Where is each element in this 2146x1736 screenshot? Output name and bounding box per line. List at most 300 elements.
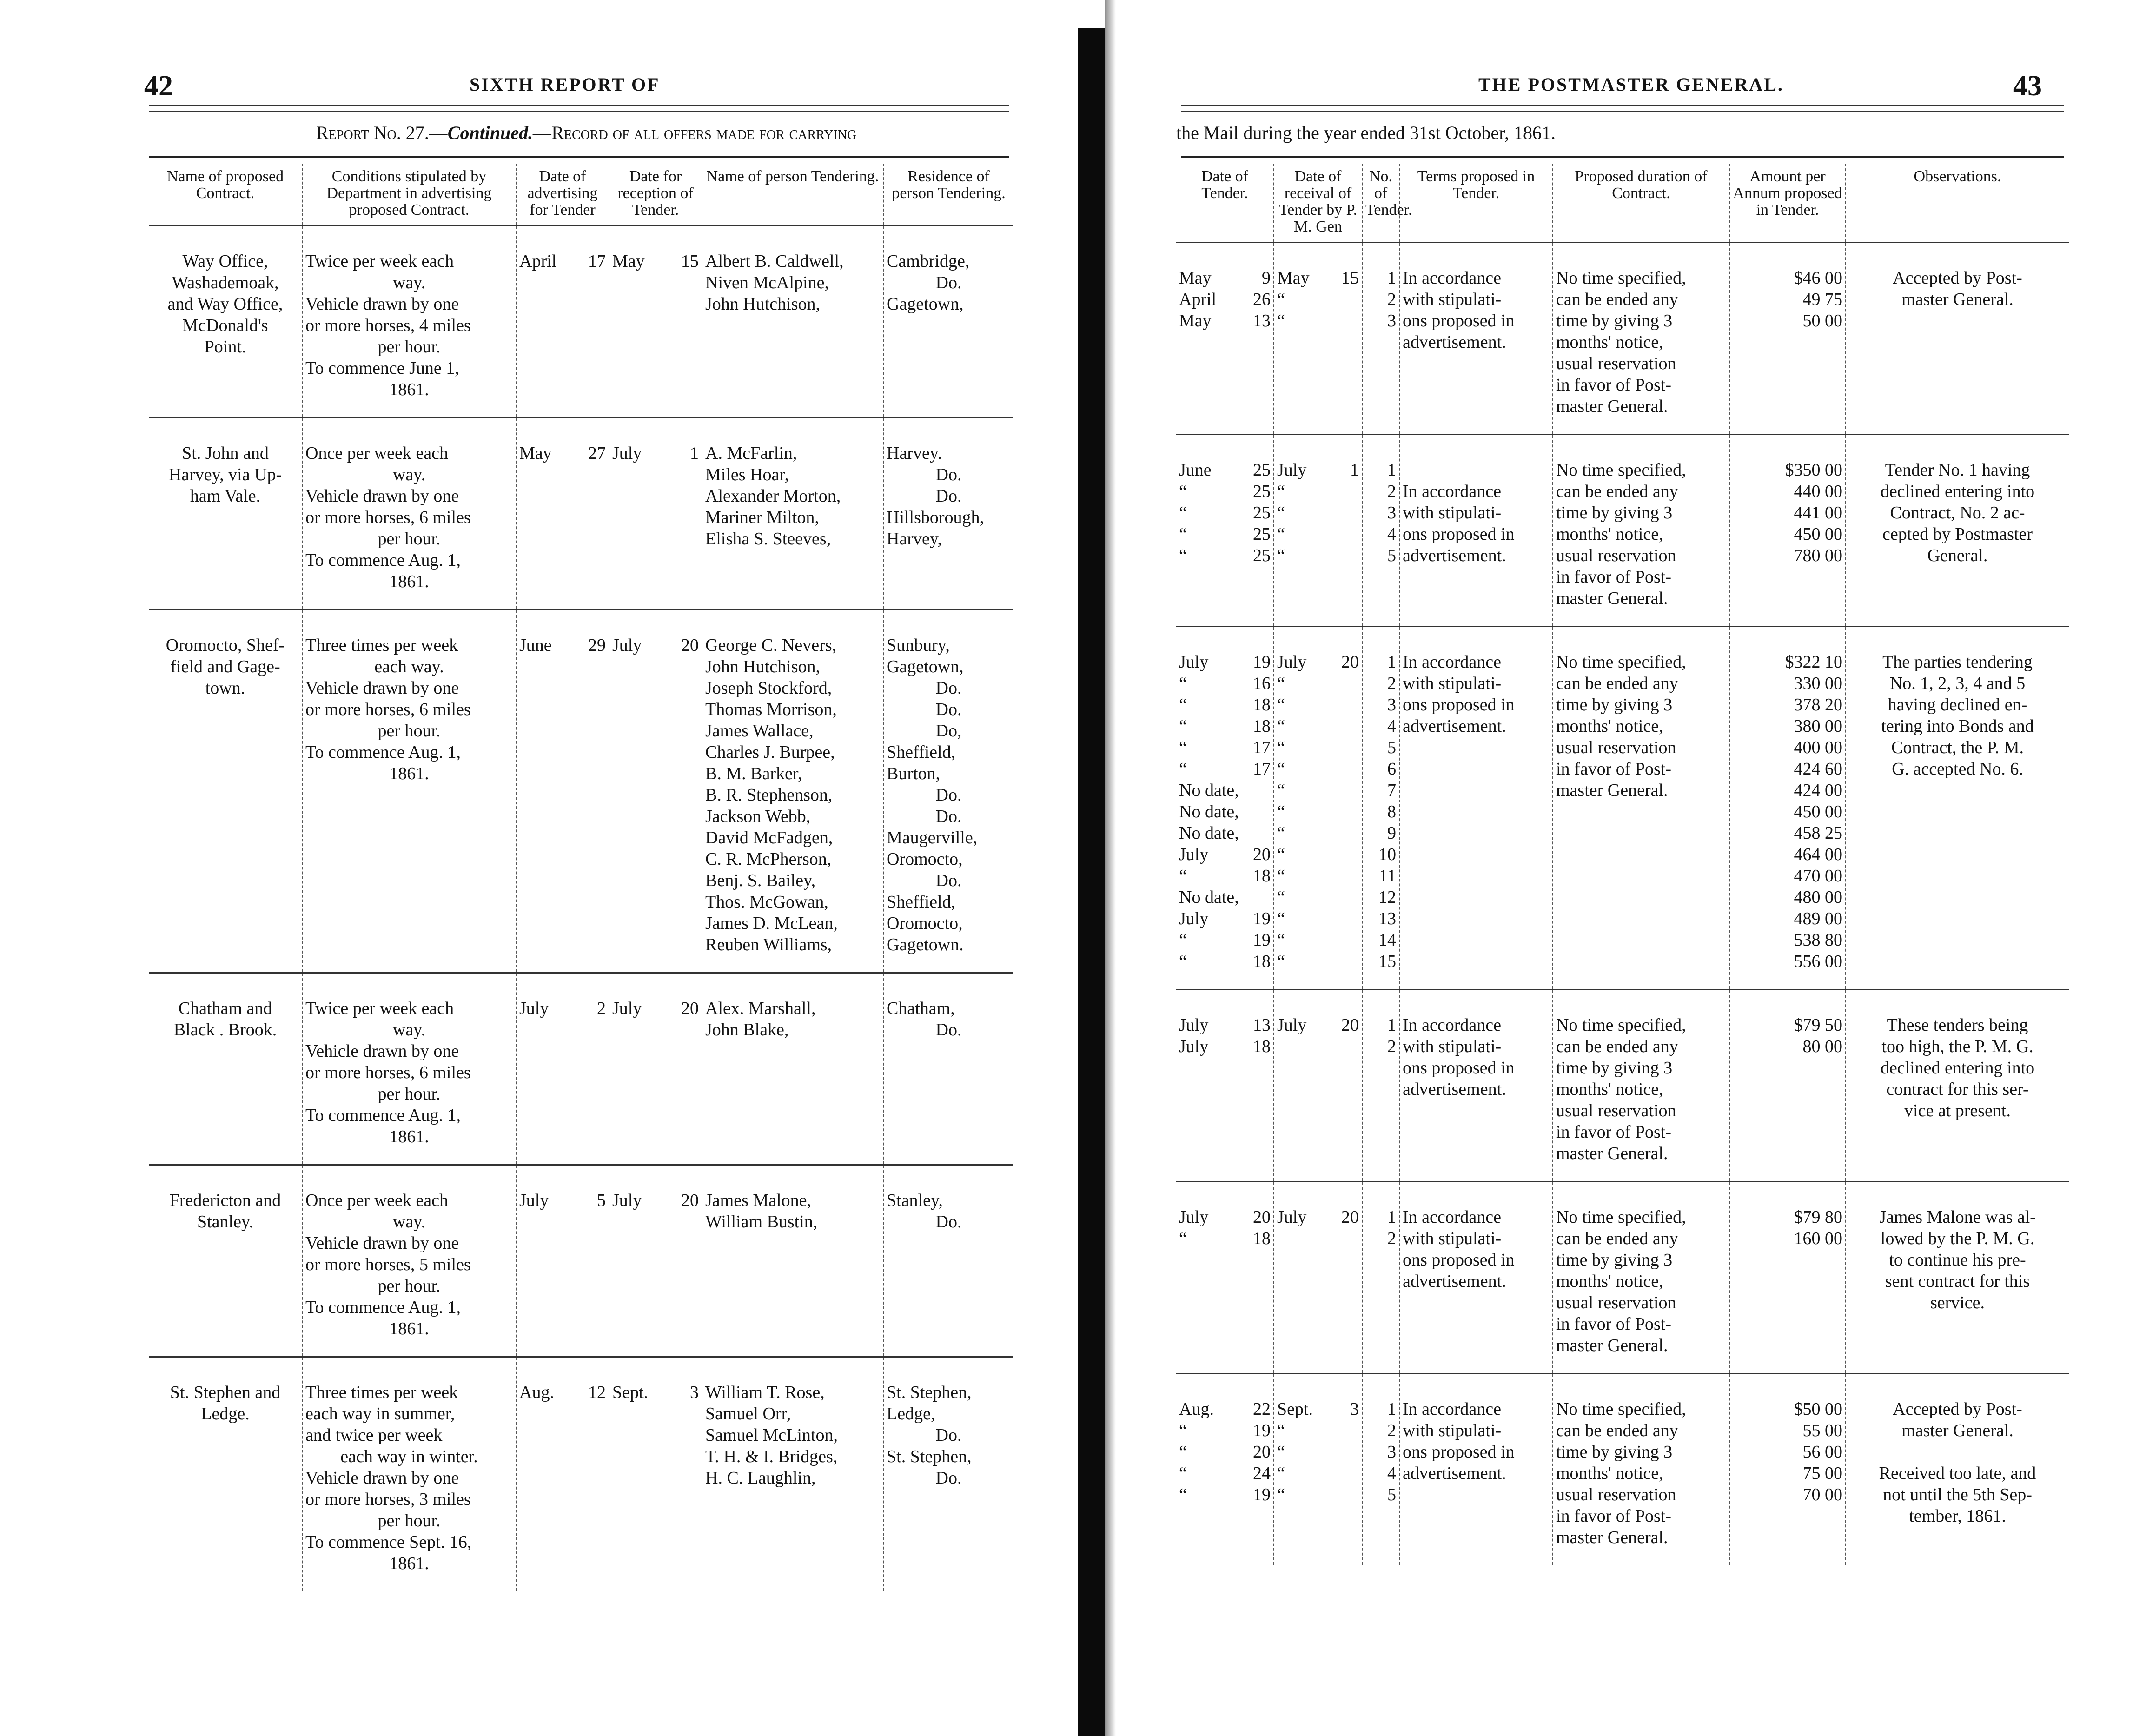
residence: Chatham, [887, 999, 955, 1018]
terms [1399, 1182, 1553, 1374]
tenderer-name: C. R. McPherson, [705, 849, 832, 869]
table-row [1176, 627, 2069, 990]
received-date-day: 20 [1341, 1207, 1359, 1227]
amount: 75 00 [1802, 1464, 1842, 1483]
tenderer-name: Albert B. Caldwell, [705, 252, 844, 271]
rec-date-day: 20 [681, 636, 699, 655]
tender-date-month: July [1179, 652, 1209, 672]
received-date-day: 20 [1341, 652, 1359, 672]
contract-name [149, 226, 302, 418]
amount: 378 20 [1794, 695, 1842, 715]
rec-date [612, 998, 699, 1019]
amount: $79 50 [1794, 1015, 1842, 1035]
header-residence: Residence of person Tendering. [883, 164, 1013, 226]
amount: 424 60 [1794, 759, 1842, 779]
rec-date-month: July [612, 999, 642, 1018]
observation-line: Accepted by Post- [1893, 1399, 2022, 1419]
amount: $350 00 [1785, 460, 1842, 480]
received-date [1277, 651, 1359, 673]
duration-line: in favor of Post- [1556, 1314, 1672, 1334]
received-date [1277, 1206, 1359, 1228]
observation-line: Accepted by Post- [1893, 268, 2022, 288]
adv-date [519, 443, 606, 464]
tender-date [1179, 951, 1271, 972]
tender-date-month: “ [1179, 866, 1187, 886]
residence: Do. [935, 1425, 962, 1445]
duration-line: usual reservation [1556, 546, 1676, 565]
tender-date [1179, 929, 1271, 951]
received-date-month: “ [1277, 674, 1285, 693]
tender-date [1179, 887, 1271, 908]
tender-number: 1 [1387, 1207, 1396, 1227]
amount: $50 00 [1794, 1399, 1842, 1419]
amount: 780 00 [1794, 546, 1842, 565]
duration-line: usual reservation [1556, 738, 1676, 757]
received-date [1277, 887, 1359, 908]
tender-date-day: 20 [1253, 1207, 1271, 1227]
tender-date-month: “ [1179, 1485, 1187, 1504]
observation-line: tering into Bonds and [1881, 716, 2034, 736]
terms-line: In accordance [1403, 482, 1502, 501]
adv-date-day: 29 [588, 636, 606, 655]
adv-date-month: April [519, 252, 557, 271]
duration-line: in favor of Post- [1556, 567, 1672, 587]
received-date-month: “ [1277, 290, 1285, 309]
terms-line: ons proposed in [1403, 1442, 1515, 1462]
received-date [1277, 758, 1359, 780]
amount: 450 00 [1794, 802, 1842, 822]
terms-line: ons proposed in [1403, 311, 1515, 331]
duration-line: can be ended any [1556, 1037, 1678, 1056]
caption-continued: —Continued.— [429, 122, 552, 143]
tender-names [702, 610, 883, 973]
received-date [1277, 908, 1359, 929]
duration-line: can be ended any [1556, 674, 1678, 693]
tender-number: 12 [1378, 888, 1396, 907]
contract-line: Oromocto, Shef- [166, 636, 285, 655]
tender-names [702, 226, 883, 418]
tender-date-day: 20 [1253, 1442, 1271, 1462]
duration-line: can be ended any [1556, 1421, 1678, 1440]
tender-date [1179, 780, 1271, 801]
rec-date-day: 20 [681, 999, 699, 1018]
amount: 160 00 [1794, 1229, 1842, 1248]
tender-number: 5 [1387, 738, 1396, 757]
received-date-day: 3 [1350, 1399, 1359, 1419]
advertising-date [516, 1165, 609, 1357]
tender-number: 2 [1387, 290, 1396, 309]
duration-line: master General. [1556, 1528, 1668, 1547]
terms-line: advertisement. [1403, 546, 1506, 565]
duration-line: months' notice, [1556, 332, 1663, 352]
tender-date-month: “ [1179, 503, 1187, 523]
duration [1553, 435, 1729, 627]
contract-line: Fredericton and [169, 1191, 281, 1210]
received-date [1277, 523, 1359, 545]
header-duration: Proposed duration of Contract. [1553, 164, 1729, 243]
received-date [1277, 1398, 1359, 1420]
tender-date-month: No date, [1179, 802, 1239, 822]
contract-line: Washademoak, [172, 273, 279, 292]
tender-date-month: June [1179, 460, 1212, 480]
tender-number: 3 [1387, 503, 1396, 523]
tender-numbers [1362, 627, 1399, 990]
observation-line: sent contract for this [1885, 1272, 2030, 1291]
tender-date-month: “ [1179, 738, 1187, 757]
residence: Burton, [887, 764, 941, 783]
tenderer-name: Miles Hoar, [705, 465, 789, 484]
table-row [1176, 990, 2069, 1182]
residence: Do, [935, 721, 962, 741]
contract-line: St. Stephen and [170, 1383, 281, 1402]
duration-line: in favor of Post- [1556, 1506, 1672, 1526]
right-folio: 43 [2013, 70, 2042, 102]
received-date-month: “ [1277, 695, 1285, 715]
observations [1846, 243, 2069, 435]
received-date [1277, 1484, 1359, 1505]
contract-name [149, 1165, 302, 1357]
header-adv-date: Date of advertising for Tender [516, 164, 609, 226]
residences [883, 418, 1013, 610]
terms-line: advertisement. [1403, 1272, 1506, 1291]
tender-date-month: May [1179, 268, 1212, 288]
tender-date-day: 22 [1253, 1399, 1271, 1419]
observation-line: G. accepted No. 6. [1892, 759, 2023, 779]
terms-line: ons proposed in [1403, 1250, 1515, 1270]
received-date-month: “ [1277, 930, 1285, 950]
amount: 56 00 [1802, 1442, 1842, 1462]
duration-line: No time specified, [1556, 1207, 1686, 1227]
adv-date-day: 2 [597, 999, 606, 1018]
tender-number: 8 [1387, 802, 1396, 822]
tender-date-month: “ [1179, 716, 1187, 736]
duration-line: months' notice, [1556, 1464, 1663, 1483]
condition-line: To commence June 1, [305, 358, 459, 378]
received-date [1277, 780, 1359, 801]
received-date-month: “ [1277, 888, 1285, 907]
advertising-date [516, 1357, 609, 1591]
received-date [1277, 459, 1359, 481]
tender-date-day: 17 [1253, 738, 1271, 757]
residence: Do. [935, 1212, 962, 1232]
contract-name [149, 610, 302, 973]
received-date [1277, 929, 1359, 951]
duration-line: master General. [1556, 781, 1668, 800]
condition-line: per hour. [378, 1084, 441, 1104]
contract-name [149, 418, 302, 610]
advertising-date [516, 610, 609, 973]
observation-line: too high, the P. M. G. [1881, 1037, 2033, 1056]
received-date-month: “ [1277, 1485, 1285, 1504]
tender-date-month: “ [1179, 1442, 1187, 1462]
tender-date [1179, 267, 1271, 289]
terms-line: In accordance [1403, 268, 1502, 288]
reception-date [609, 1357, 702, 1591]
left-record-table [149, 164, 1013, 1591]
residence: Do. [935, 871, 962, 890]
tenderer-name: A. McFarlin, [705, 444, 797, 463]
received-date-month: “ [1277, 738, 1285, 757]
tender-number: 5 [1387, 546, 1396, 565]
observation-line: General. [1927, 546, 1988, 565]
contract-line: Chatham and [178, 999, 272, 1018]
tender-number: 15 [1378, 952, 1396, 971]
tender-date-day: 18 [1253, 866, 1271, 886]
amounts [1729, 627, 1846, 990]
tender-date [1179, 716, 1271, 737]
amounts [1729, 435, 1846, 627]
left-header-row [149, 164, 1013, 226]
tender-date [1179, 481, 1271, 502]
tenderer-name: Charles J. Burpee, [705, 742, 835, 762]
tenderer-name: Samuel Orr, [705, 1404, 791, 1424]
duration-line: can be ended any [1556, 1229, 1678, 1248]
tender-number: 4 [1387, 1464, 1396, 1483]
right-caption: the Mail during the year ended 31st October, 1861. [1176, 122, 1556, 143]
tender-dates [1176, 627, 1274, 990]
condition-line: or more horses, 4 miles [305, 316, 471, 335]
duration-line: in favor of Post- [1556, 1122, 1672, 1142]
tender-date [1179, 651, 1271, 673]
terms-line: ons proposed in [1403, 524, 1515, 544]
received-date [1277, 951, 1359, 972]
header-observations: Observations. [1846, 164, 2069, 243]
tender-date [1179, 523, 1271, 545]
adv-date-day: 17 [588, 252, 606, 271]
observation-line: having declined en- [1888, 695, 2027, 715]
tender-names [702, 1165, 883, 1357]
residence: Harvey, [887, 529, 942, 549]
observations [1846, 435, 2069, 627]
duration-line: time by giving 3 [1556, 1442, 1673, 1462]
tenderer-name: James Malone, [705, 1191, 811, 1210]
duration-line: No time specified, [1556, 1015, 1686, 1035]
received-date-month: Sept. [1277, 1399, 1313, 1419]
residence: Stanley, [887, 1191, 943, 1210]
amount: $79 80 [1794, 1207, 1842, 1227]
book-gutter [1078, 28, 1105, 1736]
condition-line: To commence Aug. 1, [305, 1298, 461, 1317]
amount: 441 00 [1794, 503, 1842, 523]
reception-date [609, 610, 702, 973]
tender-date-month: No date, [1179, 781, 1239, 800]
amounts [1729, 1182, 1846, 1374]
received-date-month: “ [1277, 503, 1285, 523]
adv-date-month: June [519, 636, 552, 655]
amount: 458 25 [1794, 823, 1842, 843]
residence: Do. [935, 1020, 962, 1040]
amount: 489 00 [1794, 909, 1842, 928]
observation-line: master General. [1901, 1421, 2014, 1440]
observation-line: declined entering into [1880, 482, 2035, 501]
tender-date [1179, 865, 1271, 887]
rec-date-day: 1 [690, 444, 699, 463]
tender-date [1179, 1228, 1271, 1249]
observation-line: service. [1930, 1293, 1985, 1312]
amount: 55 00 [1802, 1421, 1842, 1440]
observations [1846, 1374, 2069, 1565]
tender-date [1179, 502, 1271, 523]
contract-line: McDonald's [182, 316, 268, 335]
received-date-month: May [1277, 268, 1310, 288]
tender-date-day: 19 [1253, 1421, 1271, 1440]
reception-date [609, 973, 702, 1165]
conditions [302, 1357, 516, 1591]
residence: St. Stephen, [887, 1383, 972, 1402]
rule [149, 156, 1009, 158]
tender-numbers [1362, 243, 1399, 435]
tender-number: 10 [1378, 845, 1396, 864]
residence: Sunbury, [887, 636, 950, 655]
residences [883, 973, 1013, 1165]
amount: 440 00 [1794, 482, 1842, 501]
tender-dates [1176, 435, 1274, 627]
table-row [1176, 1182, 2069, 1374]
condition-line: Three times per week [305, 1383, 458, 1402]
tender-date-month: May [1179, 311, 1212, 331]
duration-line: master General. [1556, 397, 1668, 416]
received-date [1277, 673, 1359, 694]
duration-line: months' notice, [1556, 716, 1663, 736]
tender-number: 5 [1387, 1485, 1396, 1504]
condition-line: Vehicle drawn by one [305, 678, 459, 698]
residence: Do. [935, 785, 962, 805]
terms-line [1403, 459, 1550, 481]
duration [1553, 243, 1729, 435]
duration [1553, 1182, 1729, 1374]
tender-number: 1 [1387, 652, 1396, 672]
header-rec-date: Date for reception of Tender. [609, 164, 702, 226]
condition-line: To commence Aug. 1, [305, 1106, 461, 1125]
rec-date [612, 1382, 699, 1403]
condition-line: or more horses, 6 miles [305, 508, 471, 527]
observation-line: to continue his pre- [1889, 1250, 2026, 1270]
residence: Do. [935, 273, 962, 292]
tenderer-name: John Hutchison, [705, 657, 820, 676]
observations [1846, 627, 2069, 990]
condition-line: 1861. [389, 1554, 429, 1573]
received-date-month: July [1277, 1207, 1307, 1227]
condition-line: per hour. [378, 1276, 441, 1296]
condition-line: 1861. [389, 572, 429, 591]
advertising-date [516, 418, 609, 610]
observation-line: tember, 1861. [1909, 1506, 2006, 1526]
tender-date [1179, 1420, 1271, 1441]
terms [1399, 627, 1553, 990]
tender-date-day: 18 [1253, 1037, 1271, 1056]
tender-date-month: “ [1179, 759, 1187, 779]
received-date-month: “ [1277, 716, 1285, 736]
tender-date-day: 25 [1253, 546, 1271, 565]
received-date [1277, 1420, 1359, 1441]
contract-line: Stanley. [197, 1212, 253, 1232]
contract-line: St. John and [182, 444, 269, 463]
received-date [1277, 289, 1359, 310]
header-date-received: Date of receival of Tender by P. M. Gen [1274, 164, 1362, 243]
tenderer-name: Thomas Morrison, [705, 700, 837, 719]
contract-line: field and Gage- [170, 657, 280, 676]
terms-line: advertisement. [1403, 332, 1506, 352]
observation-line: Contract, No. 2 ac- [1890, 503, 2025, 523]
duration [1553, 990, 1729, 1182]
tender-date [1179, 1484, 1271, 1505]
condition-line: per hour. [378, 721, 441, 741]
condition-line: per hour. [378, 1511, 441, 1531]
amount: $322 10 [1785, 652, 1842, 672]
amount: 464 00 [1794, 845, 1842, 864]
received-date [1277, 694, 1359, 716]
table-row [149, 418, 1013, 610]
duration-line: master General. [1556, 1336, 1668, 1355]
residence: Gagetown, [887, 657, 964, 676]
reception-date [609, 226, 702, 418]
tenderer-name: John Blake, [705, 1020, 789, 1040]
tender-date [1179, 801, 1271, 822]
tender-number: 1 [1387, 1015, 1396, 1035]
tender-number: 2 [1387, 482, 1396, 501]
received-date [1277, 737, 1359, 758]
tender-number: 3 [1387, 695, 1396, 715]
rec-date-day: 15 [681, 252, 699, 271]
amount: 538 80 [1794, 930, 1842, 950]
adv-date-day: 12 [588, 1383, 606, 1402]
rec-date-month: July [612, 1191, 642, 1210]
reception-date [609, 418, 702, 610]
observations [1846, 1182, 2069, 1374]
tender-date-day: 25 [1253, 524, 1271, 544]
tender-date-month: July [1179, 1015, 1209, 1035]
rec-date-day: 20 [681, 1191, 699, 1210]
header-amount: Amount per Annum proposed in Tender. [1729, 164, 1846, 243]
tender-date [1179, 1441, 1271, 1463]
condition-line: way. [392, 273, 426, 292]
condition-line: To commence Aug. 1, [305, 742, 461, 762]
adv-date [519, 998, 606, 1019]
tender-date [1179, 1206, 1271, 1228]
tender-date-month: “ [1179, 546, 1187, 565]
received-date-month: “ [1277, 524, 1285, 544]
duration-line: usual reservation [1556, 354, 1676, 373]
received-dates [1274, 627, 1362, 990]
condition-line: 1861. [389, 1319, 429, 1338]
adv-date-day: 5 [597, 1191, 606, 1210]
duration [1553, 1374, 1729, 1565]
duration-line: No time specified, [1556, 1399, 1686, 1419]
tender-numbers [1362, 435, 1399, 627]
tender-date-day: 19 [1253, 909, 1271, 928]
tender-number: 2 [1387, 1229, 1396, 1248]
duration-line: months' notice, [1556, 524, 1663, 544]
table-row [149, 1165, 1013, 1357]
tender-date-month: April [1179, 290, 1217, 309]
adv-date-month: Aug. [519, 1383, 554, 1402]
tender-date-month: “ [1179, 952, 1187, 971]
tender-number: 1 [1387, 268, 1396, 288]
received-date-month: “ [1277, 952, 1285, 971]
received-date-month: “ [1277, 909, 1285, 928]
tender-date-day: 17 [1253, 759, 1271, 779]
tender-date-month: July [1179, 845, 1209, 864]
amount: 70 00 [1802, 1485, 1842, 1504]
received-dates [1274, 1374, 1362, 1565]
amounts [1729, 1374, 1846, 1565]
observation-line: James Malone was al- [1879, 1207, 2036, 1227]
duration-line: No time specified, [1556, 652, 1686, 672]
tender-number: 7 [1387, 781, 1396, 800]
amount: 50 00 [1802, 311, 1842, 331]
condition-line: Twice per week each [305, 252, 454, 271]
observation-line: No. 1, 2, 3, 4 and 5 [1889, 674, 2026, 693]
